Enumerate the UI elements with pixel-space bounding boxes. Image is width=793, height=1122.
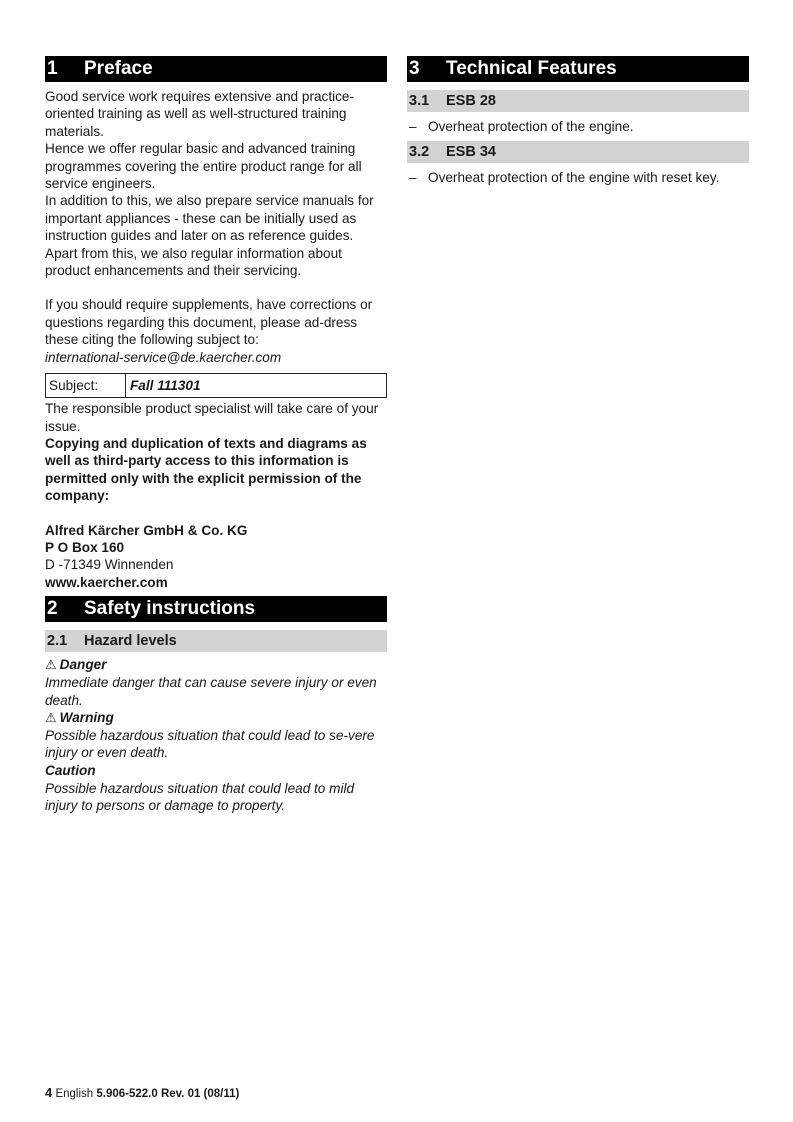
caution-heading: Caution [45,762,96,778]
company-name: Alfred Kärcher GmbH & Co. KG [45,522,248,538]
list-item [407,169,749,186]
subsection-heading-hazard-levels [45,630,387,652]
page-footer [45,1085,239,1100]
section-number: 3 [409,58,420,79]
section-title: Technical Features [446,58,617,79]
specialist-text: The responsible product specialist will take care of your issue. [45,401,379,434]
preface-paragraph: Hence we offer regular basic and advanced training programmes covering the entire product range for all service engineers. [45,141,362,192]
subsection-number: 3.1 [409,93,430,109]
subsection-number: 3.2 [409,144,430,160]
warning-heading: ⚠ Warning [45,709,114,725]
copyright-notice: Copying and duplication of texts and diagrams as well as third-party access to this information is permitted only with the explicit permission of the company: [45,435,367,504]
bullet-text: Overheat protection of the engine with reset key. [428,170,720,185]
dash-bullet-icon: – [409,119,417,134]
dash-bullet-icon: – [409,170,417,185]
list-item [407,118,749,135]
danger-heading: ⚠ Danger [45,657,107,673]
city: D -71349 Winnenden [45,557,174,573]
footer-language: English [55,1088,94,1100]
section-number: 2 [47,598,58,620]
subject-box [45,373,387,398]
preface-paragraph: Good service work requires extensive and practice-oriented training as well as well-structured training materials. [45,89,355,139]
document-reference: 5.906-522.0 Rev. 01 (08/11) [96,1088,240,1100]
bullet-text: Overheat protection of the engine. [428,119,634,134]
hazard-levels-body [45,656,387,814]
caution-description: Possible hazardous situation that could lead to mild injury to persons or damage to property. [45,780,355,814]
left-column [45,56,387,815]
email-address: international-service@de.kaercher.com [45,349,282,365]
section-heading-technical-features [407,56,749,82]
subsection-heading-esb34 [407,141,749,163]
subsection-number: 2.1 [47,633,68,650]
preface-paragraph: In addition to this, we also prepare service manuals for important appliances - these can be initially used as instruction guides and later on as reference guides. [45,193,374,244]
section-title: Preface [84,58,153,79]
section-title: Safety instructions [84,598,256,620]
subsection-title: ESB 34 [446,144,496,160]
warning-triangle-icon: ⚠ [45,657,57,673]
warning-description: Possible hazardous situation that could lead to se-vere injury or even death. [45,727,375,761]
subject-label: Subject: [46,374,126,397]
subsection-title: Hazard levels [84,633,177,650]
subject-value: Fall 111301 [130,378,201,394]
section-heading-preface [45,56,387,82]
po-box: P O Box 160 [45,539,125,555]
subsection-heading-esb28 [407,90,749,112]
section-number: 1 [47,58,58,79]
section-heading-safety [45,596,387,622]
preface-paragraph: Apart from this, we also regular information about product enhancements and their servicing. [45,245,342,279]
contact-text: If you should require supplements, have corrections or questions regarding this document, please ad-dress these citing the following subject to: [45,297,373,348]
preface-body [45,88,387,591]
website: www.kaercher.com [45,574,168,590]
warning-triangle-icon: ⚠ [45,709,57,725]
page-number: 4 [45,1085,53,1100]
subsection-title: ESB 28 [446,93,496,109]
right-column [407,56,749,192]
danger-description: Immediate danger that can cause severe injury or even death. [45,675,377,708]
